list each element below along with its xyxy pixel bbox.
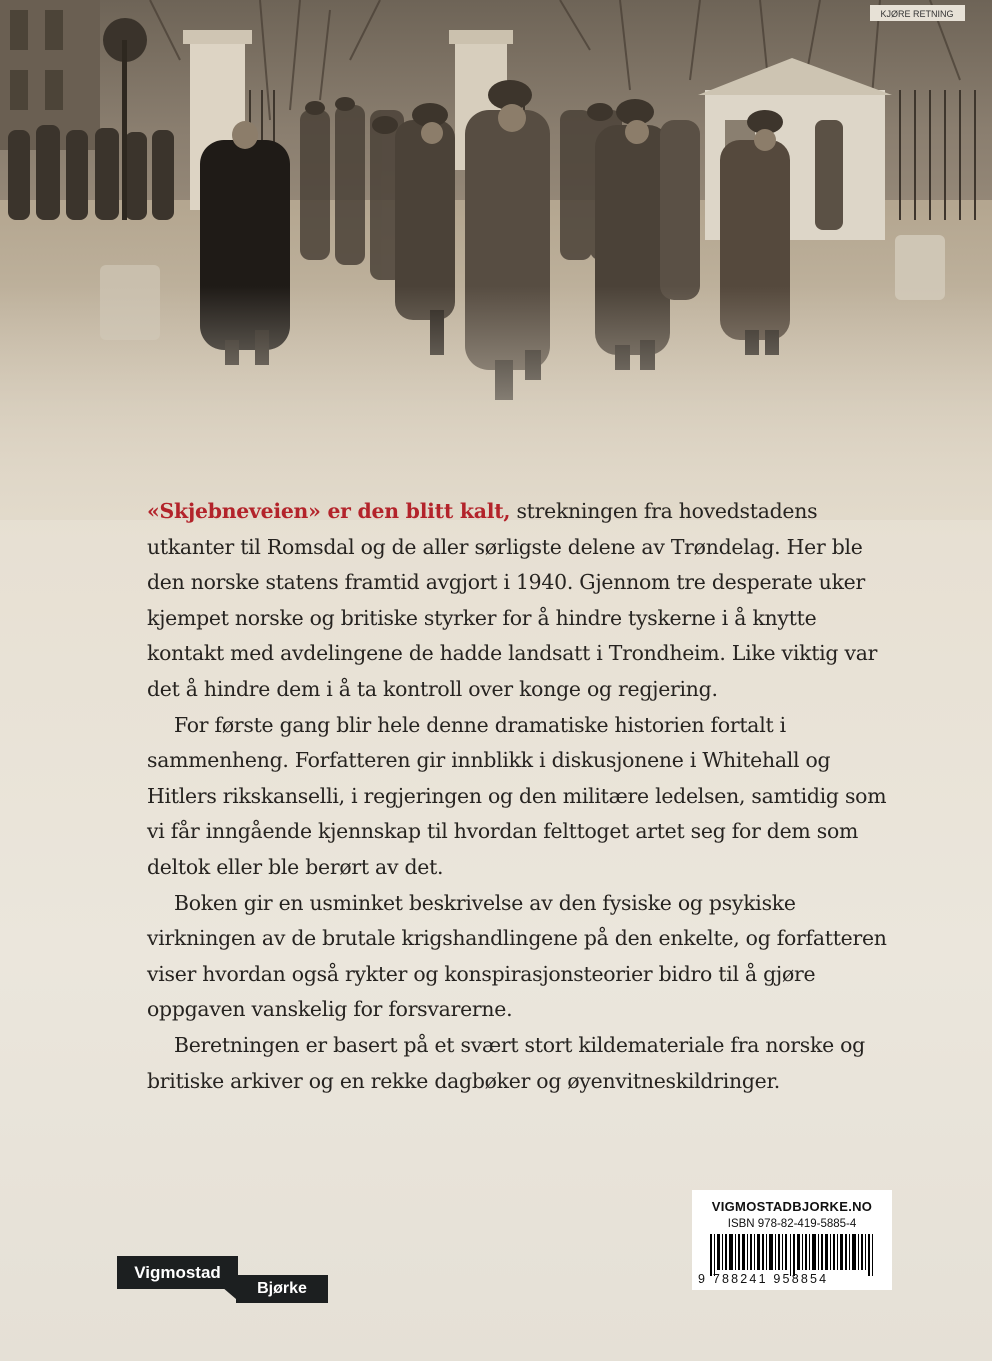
publisher-logo-bjorke: Bjørke (236, 1275, 328, 1303)
barcode-digits: 9 788241 958854 (698, 1272, 829, 1286)
barcode-icon (710, 1234, 880, 1276)
blurb-paragraph-1-text: strekningen fra hovedstadens utkanter til Romsdal og de aller sørligste delene av Trøndelag. Her ble den norske statens framtid avgjort i 1940. Gjennom tre desperate uker kjempet norske og britiske styrker for å hindre tyskerne i å knytte kontakt med avdelingene de hadde landsatt i Trondheim. Like viktig var det å hindre dem i å ta kontroll over konge og regjering. (147, 499, 878, 701)
publisher-logo-vigmostad: Vigmostad (117, 1256, 238, 1289)
blurb-paragraph-1 (147, 494, 887, 708)
publisher-url: VIGMOSTADBJORKE.NO (711, 1199, 873, 1214)
blurb-lead: «Skjebneveien» er den blitt kalt, (147, 499, 511, 523)
blurb-text (147, 494, 887, 1099)
cover-photo (0, 0, 992, 520)
photo-soldiers-marching-icon (0, 0, 992, 520)
blurb-paragraph-3: Boken gir en usminket beskrivelse av den fysiske og psykiske virkningen av de brutale krigshandlingene på den enkelte, og forfatteren viser hvordan også rykter og konspirasjonsteorier bidro til å gjøre oppgaven vanskelig for forsvarerne. (147, 890, 887, 1022)
blurb-paragraph-2: For første gang blir hele denne dramatiske historien fortalt i sammenheng. Forfatteren gir innblikk i diskusjonene i Whitehall og Hitlers rikskanselli, i regjeringen og den militære ledelsen, samtidig som vi får inngående kjennskap til hvordan felttoget artet seg for dem som deltok eller ble berørt av det. (147, 712, 887, 879)
isbn-text: ISBN 978-82-419-5885-4 (727, 1218, 857, 1230)
blurb-paragraph-4: Beretningen er basert på et svært stort kildemateriale fra norske og britiske arkiver og en rekke dagbøker og øyenvitneskildringer. (147, 1032, 865, 1093)
publisher-logo-tail (222, 1287, 236, 1299)
barcode-panel (692, 1190, 892, 1290)
